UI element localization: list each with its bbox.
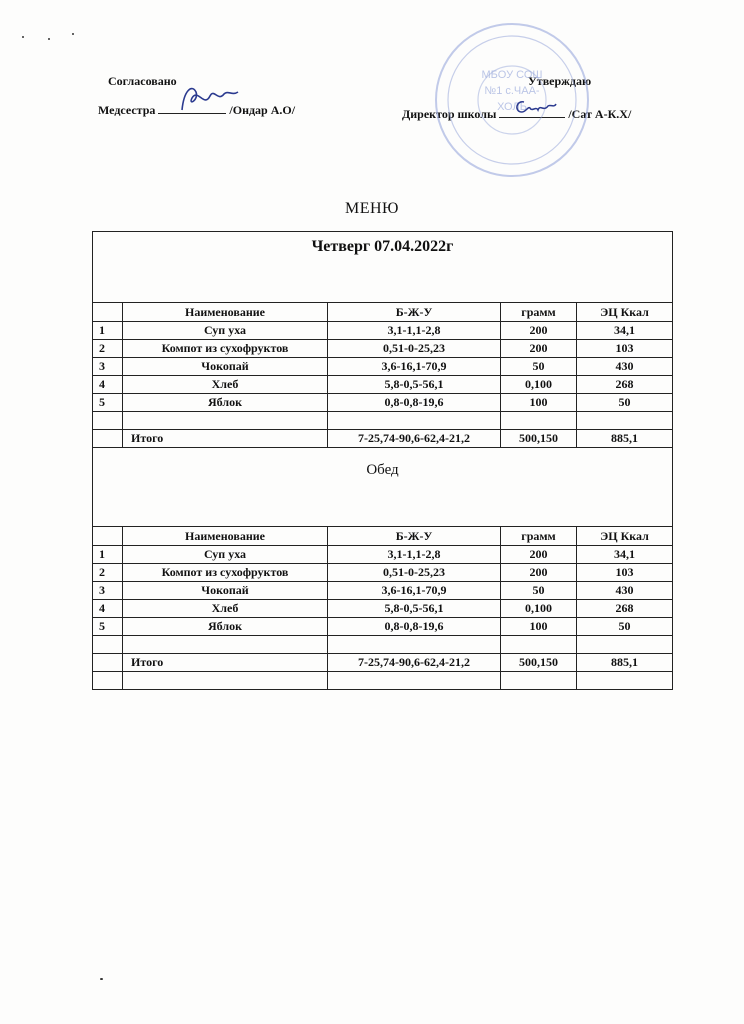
empty-cell bbox=[577, 412, 673, 430]
col-gram-header: грамм bbox=[501, 303, 577, 322]
dish-bju: 0,51-0-25,23 bbox=[328, 340, 501, 358]
row-number: 4 bbox=[93, 600, 123, 618]
dish-bju: 3,1-1,1-2,8 bbox=[328, 546, 501, 564]
day-label: Четверг 07.04.2022г bbox=[93, 232, 673, 303]
dish-gram: 50 bbox=[501, 582, 577, 600]
total-label: Итого bbox=[123, 430, 328, 448]
table-row bbox=[93, 564, 673, 582]
row-number: 1 bbox=[93, 322, 123, 340]
dish-kcal: 268 bbox=[577, 600, 673, 618]
empty-cell bbox=[123, 636, 328, 654]
row-number: 3 bbox=[93, 582, 123, 600]
left-name: /Ондар А.О/ bbox=[229, 103, 296, 117]
dish-kcal: 50 bbox=[577, 618, 673, 636]
dish-bju: 3,6-16,1-70,9 bbox=[328, 582, 501, 600]
scan-speck bbox=[22, 36, 24, 38]
dish-bju: 5,8-0,5-56,1 bbox=[328, 600, 501, 618]
table-row bbox=[93, 322, 673, 340]
col-num-header bbox=[93, 527, 123, 546]
dish-bju: 3,6-16,1-70,9 bbox=[328, 358, 501, 376]
col-name-header: Наименование bbox=[123, 303, 328, 322]
right-name: /Сат А-К.Х/ bbox=[568, 107, 632, 121]
table-row bbox=[93, 546, 673, 564]
empty-cell bbox=[93, 412, 123, 430]
menu-table bbox=[92, 231, 673, 690]
approval-left-title: Согласовано bbox=[108, 74, 177, 88]
empty-cell bbox=[328, 672, 501, 690]
dish-bju: 0,8-0,8-19,6 bbox=[328, 394, 501, 412]
empty-cell bbox=[93, 430, 123, 448]
dish-name: Яблок bbox=[123, 618, 328, 636]
table-row bbox=[93, 394, 673, 412]
dish-bju: 0,51-0-25,23 bbox=[328, 564, 501, 582]
scan-speck bbox=[100, 978, 103, 980]
nurse-signature-icon bbox=[174, 80, 244, 118]
dish-name: Хлеб bbox=[123, 376, 328, 394]
dish-name: Хлеб bbox=[123, 600, 328, 618]
dish-kcal: 50 bbox=[577, 394, 673, 412]
total-bju: 7-25,74-90,6-62,4-21,2 bbox=[328, 430, 501, 448]
dish-name: Суп уха bbox=[123, 322, 328, 340]
col-gram-header: грамм bbox=[501, 527, 577, 546]
empty-row bbox=[93, 636, 673, 654]
dish-kcal: 103 bbox=[577, 340, 673, 358]
dish-gram: 50 bbox=[501, 358, 577, 376]
row-number: 2 bbox=[93, 564, 123, 582]
director-signature-icon bbox=[510, 94, 560, 120]
empty-cell bbox=[93, 672, 123, 690]
section-title: Обед bbox=[93, 448, 673, 527]
total-bju: 7-25,74-90,6-62,4-21,2 bbox=[328, 654, 501, 672]
dish-gram: 100 bbox=[501, 618, 577, 636]
column-header-row bbox=[93, 303, 673, 322]
dish-kcal: 103 bbox=[577, 564, 673, 582]
dish-kcal: 268 bbox=[577, 376, 673, 394]
empty-cell bbox=[123, 412, 328, 430]
col-kcal-header: ЭЦ Ккал bbox=[577, 527, 673, 546]
col-num-header bbox=[93, 303, 123, 322]
dish-bju: 5,8-0,5-56,1 bbox=[328, 376, 501, 394]
table-row bbox=[93, 582, 673, 600]
total-label: Итого bbox=[123, 654, 328, 672]
dish-name: Чокопай bbox=[123, 582, 328, 600]
dish-gram: 0,100 bbox=[501, 600, 577, 618]
empty-cell bbox=[93, 636, 123, 654]
dish-name: Яблок bbox=[123, 394, 328, 412]
dish-gram: 200 bbox=[501, 340, 577, 358]
dish-bju: 3,1-1,1-2,8 bbox=[328, 322, 501, 340]
row-number: 5 bbox=[93, 618, 123, 636]
total-kcal: 885,1 bbox=[577, 654, 673, 672]
column-header-row bbox=[93, 527, 673, 546]
row-number: 1 bbox=[93, 546, 123, 564]
table-row bbox=[93, 618, 673, 636]
dish-kcal: 430 bbox=[577, 582, 673, 600]
row-number: 4 bbox=[93, 376, 123, 394]
empty-row bbox=[93, 672, 673, 690]
empty-row bbox=[93, 412, 673, 430]
total-gram: 500,150 bbox=[501, 654, 577, 672]
dish-gram: 100 bbox=[501, 394, 577, 412]
dish-gram: 200 bbox=[501, 322, 577, 340]
scan-speck bbox=[48, 38, 50, 40]
svg-text:№1 с.ЧАА-: №1 с.ЧАА- bbox=[484, 85, 540, 97]
section-header-row bbox=[93, 448, 673, 527]
total-gram: 500,150 bbox=[501, 430, 577, 448]
row-number: 2 bbox=[93, 340, 123, 358]
right-role: Директор школы bbox=[402, 107, 497, 121]
approval-right-title: Утверждаю bbox=[528, 74, 592, 88]
dish-name: Компот из сухофруктов bbox=[123, 340, 328, 358]
dish-name: Чокопай bbox=[123, 358, 328, 376]
left-role: Медсестра bbox=[98, 103, 156, 117]
row-number: 3 bbox=[93, 358, 123, 376]
empty-cell bbox=[328, 412, 501, 430]
col-bju-header: Б-Ж-У bbox=[328, 527, 501, 546]
dish-gram: 200 bbox=[501, 564, 577, 582]
dish-kcal: 34,1 bbox=[577, 322, 673, 340]
col-kcal-header: ЭЦ Ккал bbox=[577, 303, 673, 322]
total-row bbox=[93, 430, 673, 448]
empty-cell bbox=[577, 672, 673, 690]
dish-name: Суп уха bbox=[123, 546, 328, 564]
day-header-row bbox=[93, 232, 673, 303]
empty-cell bbox=[501, 672, 577, 690]
dish-name: Компот из сухофруктов bbox=[123, 564, 328, 582]
table-row bbox=[93, 600, 673, 618]
empty-cell bbox=[93, 654, 123, 672]
dish-bju: 0,8-0,8-19,6 bbox=[328, 618, 501, 636]
table-row bbox=[93, 358, 673, 376]
dish-kcal: 34,1 bbox=[577, 546, 673, 564]
dish-kcal: 430 bbox=[577, 358, 673, 376]
empty-cell bbox=[501, 412, 577, 430]
col-bju-header: Б-Ж-У bbox=[328, 303, 501, 322]
total-kcal: 885,1 bbox=[577, 430, 673, 448]
table-row bbox=[93, 340, 673, 358]
row-number: 5 bbox=[93, 394, 123, 412]
empty-cell bbox=[501, 636, 577, 654]
svg-text:ХОЛЬ: ХОЛЬ bbox=[497, 101, 527, 113]
empty-cell bbox=[328, 636, 501, 654]
total-row bbox=[93, 654, 673, 672]
svg-text:МБОУ СОШ: МБОУ СОШ bbox=[481, 69, 543, 81]
table-row bbox=[93, 376, 673, 394]
dish-gram: 0,100 bbox=[501, 376, 577, 394]
document-title: МЕНЮ bbox=[345, 200, 399, 217]
col-name-header: Наименование bbox=[123, 527, 328, 546]
empty-cell bbox=[123, 672, 328, 690]
empty-cell bbox=[577, 636, 673, 654]
dish-gram: 200 bbox=[501, 546, 577, 564]
scan-speck bbox=[72, 33, 74, 35]
